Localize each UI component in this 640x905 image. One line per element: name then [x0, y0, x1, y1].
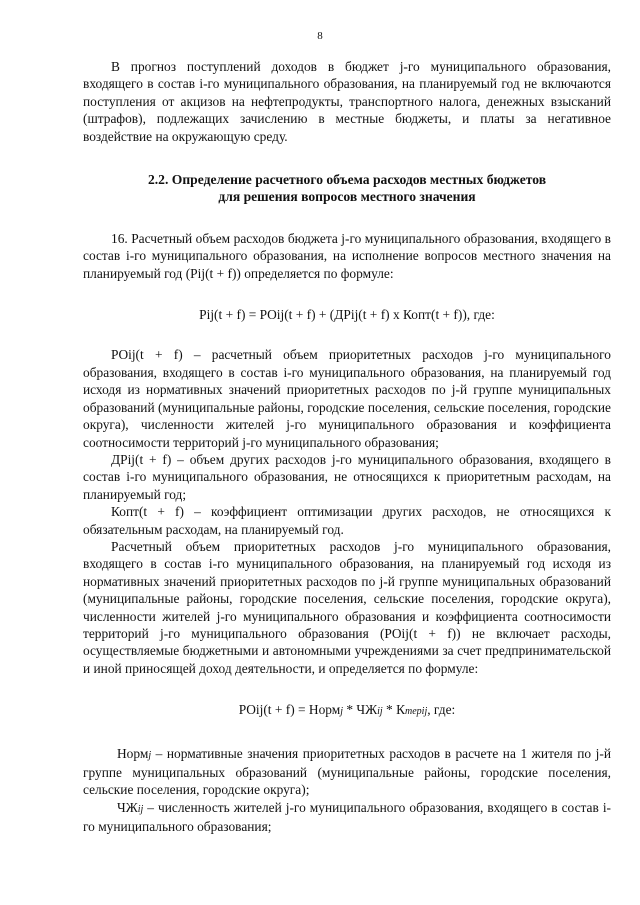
formula-poij-lhs: POij(t + f) = Норм	[238, 702, 341, 718]
page-number: 8	[317, 30, 323, 42]
formula-sub-ter: терij	[405, 706, 428, 718]
formula-sub-j: j	[340, 706, 344, 718]
definition-chzh-text: – численность жителей j-го муниципального образования, входящего в состав i-го муниципального образования;	[83, 799, 611, 835]
definition-poij: POij(t + f) – расчетный объем приоритетных расходов j-го муниципального образования, входящего в состав i-го муниципального образования, на планируемый год исходя из нормативных значений приоритетных расходов по j-й группе муниципальных образований (муниципальные районы, городские поселения, сельские поселения, городские округа), численности жителей j-го муниципального образования и коэффициента соотносимости территорий j-го муниципального образования;	[83, 347, 611, 450]
document-body	[83, 58, 611, 836]
definition-dpij: ДPij(t + f) – объем других расходов j-го муниципального образования, входящего в состав i-го муниципального образования, не относящихся к приоритетным расходам, на планируемый год;	[83, 451, 611, 502]
definition-chzh-sub: ij	[137, 803, 144, 815]
definition-norm	[83, 745, 611, 799]
definition-chzh	[83, 799, 611, 836]
definition-norm-symbol: Норм	[117, 745, 149, 761]
formula-poij	[83, 701, 611, 720]
section-heading-line-2: для решения вопросов местного значения	[218, 189, 476, 205]
formula-op-chzh: * ЧЖ	[343, 702, 378, 718]
definition-norm-sub: j	[148, 749, 152, 761]
section-heading	[83, 171, 611, 206]
paragraph-priority-expenses: Расчетный объем приоритетных расходов j-го муниципального образования, входящего в состав i-го муниципального образования, на планируемый год исходя из нормативных значений приоритетных расходов по j-й группе муниципальных образований (муниципальные районы, городские поселения, сельские поселения, городские округа), численности жителей j-го муниципального образования и коэффициента соотносимости территорий j-го муниципального образования (POij(t + f)) не включает расходы, осуществляемые бюджетными и автономными учреждениями за счет предпринимательской и иной приносящей доход деятельности, и определяется по формуле:	[83, 538, 611, 676]
paragraph-item-16: 16. Расчетный объем расходов бюджета j-го муниципального образования, входящего в состав i-го муниципального образования, на исполнение вопросов местного значения на планируемый год (Pij(t + f)) определяется по формуле:	[83, 230, 611, 281]
formula-pij: Pij(t + f) = POij(t + f) + (ДPij(t + f) х Копт(t + f)), где:	[199, 307, 495, 323]
definition-kopt: Копт(t + f) – коэффициент оптимизации других расходов, не относящихся к обязательным расходам, на планируемый год.	[83, 504, 611, 537]
formula-sub-ij: ij	[377, 706, 383, 718]
formula-op-k: * К	[382, 702, 406, 718]
paragraph-revenue-forecast: В прогноз поступлений доходов в бюджет j-го муниципального образования, входящего в состав i-го муниципального образования, на планируемый год не включаются поступления от акцизов на нефтепродукты, транспортного налога, денежных взысканий (штрафов), подлежащих зачислению в местные бюджеты, и платы за негативное воздействие на окружающую среду.	[83, 59, 611, 144]
formula-tail: , где:	[427, 702, 456, 718]
definition-chzh-symbol: ЧЖ	[117, 799, 138, 815]
section-heading-line-1: 2.2. Определение расчетного объема расходов местных бюджетов	[147, 172, 547, 188]
definition-norm-text: – нормативные значения приоритетных расходов в расчете на 1 жителя по j-й группе муниципальных образований (муниципальные районы, городские поселения, сельские поселения, городские округа);	[83, 745, 611, 798]
